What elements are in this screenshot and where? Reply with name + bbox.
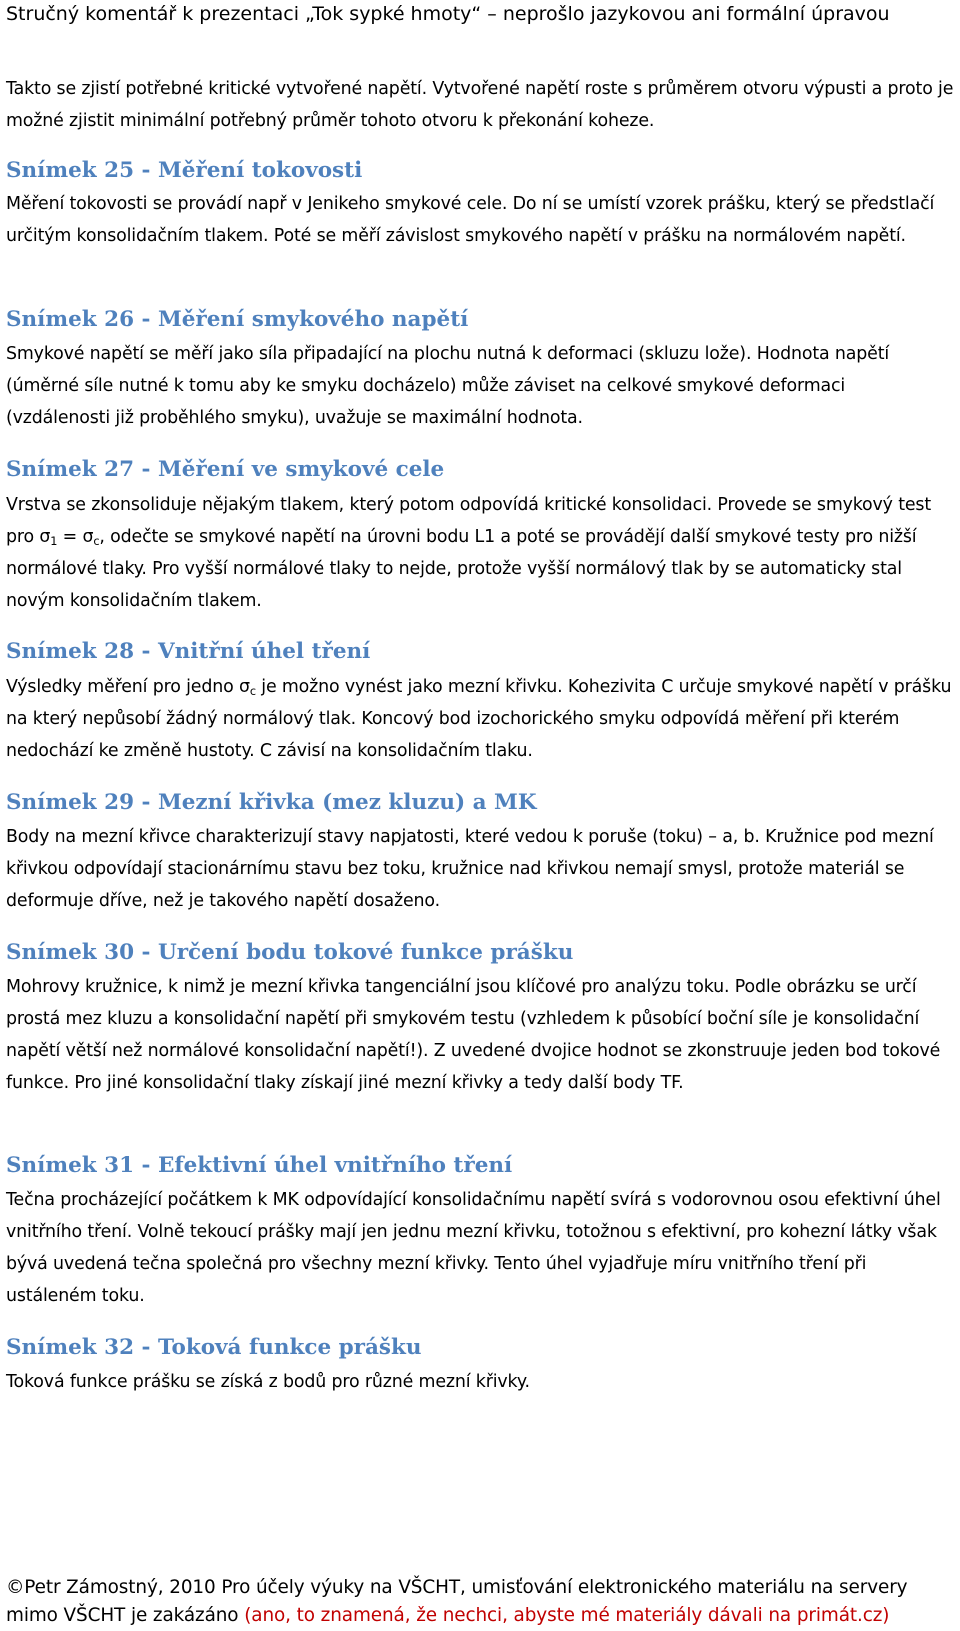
- section-text-26: Smykové napětí se měří jako síla připadající na plochu nutná k deformaci (skluzu lože). Hodnota napětí (úměrné síle nutné k tomu aby ke smyku docházelo) může záviset na celkové smykové deformaci (vzdálenosti již proběhlého smyku), uvažuje se maximální hodnota.: [6, 344, 890, 428]
- subscript: c: [93, 534, 100, 548]
- section-heading-25: Snímek 25 - Měření tokovosti: [6, 158, 363, 183]
- text-part: , odečte se smykové napětí na úrovni bodu L1 a poté se provádějí další smykové testy pro nižší normálové tlaky. Pro vyšší normálové tlaky to nejde, protože vyšší normálový tlak by se automaticky stal novým konsolidačním tlakem.: [6, 527, 917, 611]
- section-heading-32: Snímek 32 - Toková funkce prášku: [6, 1335, 422, 1360]
- text-part: je možno vynést jako mezní křivku. Kohezivita C určuje smykové napětí v prášku na který nepůsobí žádný normálový tlak. Koncový bod izochorického smyku odpovídá měření při kterém nedochází ke změně hustoty. C závisí na konsolidačním tlaku.: [6, 677, 952, 761]
- section-text-30: Mohrovy kružnice, k nimž je mezní křivka tangenciální jsou klíčové pro analýzu toku. Podle obrázku se určí prostá mez kluzu a konsolidační napětí při smykovém testu (vzhledem k působící boční síle je konsolidační napětí větší než normálové konsolidační napětí!). Z uvedené dvojice hodnot se zkonstruuje jeden bod tokové funkce. Pro jiné konsolidační tlaky získají jiné mezní křivky a tedy další body TF.: [6, 977, 941, 1093]
- section-text-27: [6, 489, 954, 617]
- section-heading-27: Snímek 27 - Měření ve smykové cele: [6, 457, 445, 482]
- section-heading-31: Snímek 31 - Efektivní úhel vnitřního tření: [6, 1153, 513, 1178]
- section-text-31: Tečna procházející počátkem k MK odpovídající konsolidačnímu napětí svírá s vodorovnou osou efektivní úhel vnitřního tření. Volně tekoucí prášky mají jen jednu mezní křivku, totožnou s efektivní, pro kohezní látky však bývá uvedená tečna společná pro všechny mezní křivky. Tento úhel vyjadřuje míru vnitřního tření při ustáleném toku.: [6, 1190, 941, 1306]
- subscript: c: [249, 684, 256, 698]
- text-part: Výsledky měření pro jedno σ: [6, 677, 250, 697]
- intro-paragraph: Takto se zjistí potřebné kritické vytvořené napětí. Vytvořené napětí roste s průměrem otvoru výpusti a proto je možné zjistit minimální potřebný průměr tohoto otvoru k překonání koheze.: [6, 79, 954, 131]
- section-heading-29: Snímek 29 - Mezní křivka (mez kluzu) a MK: [6, 790, 537, 815]
- copyright-footer: [6, 1574, 954, 1630]
- section-heading-30: Snímek 30 - Určení bodu tokové funkce prášku: [6, 940, 574, 965]
- section-text-29: Body na mezní křivce charakterizují stavy napjatosti, které vedou k poruše (toku) – a, b. Kružnice pod mezní křivkou odpovídají stacionárnímu stavu bez toku, kružnice nad křivkou nemají smysl, protože materiál se deformuje dříve, než je takového napětí dosaženo.: [6, 827, 934, 911]
- text-part: = σ: [57, 527, 94, 547]
- subscript: 1: [50, 534, 58, 548]
- text-part: Vrstva se zkonsoliduje nějakým tlakem, který potom odpovídá kritické konsolidaci. Provede se smykový test pro σ: [6, 495, 931, 547]
- page-header: Stručný komentář k prezentaci „Tok sypké hmoty“ – neprošlo jazykovou ani formální úpravou: [6, 3, 890, 25]
- section-text-28: [6, 671, 954, 767]
- section-heading-26: Snímek 26 - Měření smykového napětí: [6, 307, 469, 332]
- copyright-text: ©Petr Zámostný, 2010 Pro účely výuky na VŠCHT, umisťování elektronického materiálu na servery mimo VŠCHT je zakázáno: [6, 1577, 908, 1626]
- section-heading-28: Snímek 28 - Vnitřní úhel tření: [6, 639, 371, 664]
- section-text-32: Toková funkce prášku se získá z bodů pro různé mezní křivky.: [6, 1372, 530, 1392]
- section-text-25: Měření tokovosti se provádí např v Jenikeho smykové cele. Do ní se umístí vzorek prášku, který se předstlačí určitým konsolidačním tlakem. Poté se měří závislost smykového napětí v prášku na normálovém napětí.: [6, 194, 935, 246]
- copyright-note: (ano, to znamená, že nechci, abyste mé materiály dávali na primát.cz): [244, 1605, 890, 1626]
